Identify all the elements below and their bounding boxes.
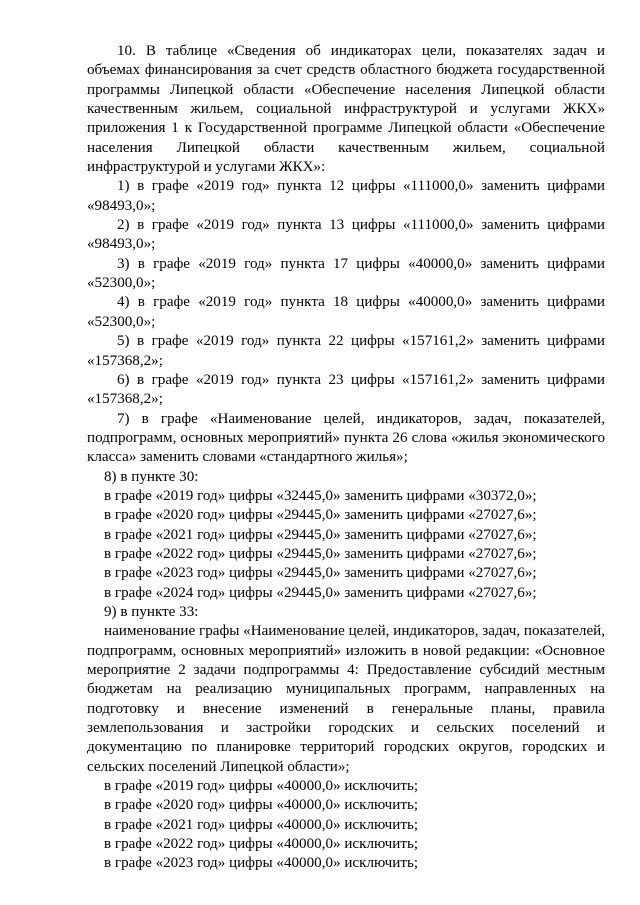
document-page — [87, 42, 605, 874]
item-9-text: наименование графы «Наименование целей, индикаторов, задач, показателей, подпрограмм, основных мероприятий» изложить в новой редакции: «Основное мероприятие 2 задачи подпрограммы 4: Предоставление субсидий местным бюджетам на реализацию муниципальных программ, направленных на подготовку и внесение изменений в генеральные планы, правила землепользования и застройки городских и сельских поселений и документацию по планировке территорий городских округов, городских и сельских поселений Липецкой области»; — [87, 623, 605, 775]
item-9-line: в графе «2021 год» цифры «40000,0» исключить; — [104, 816, 419, 833]
item-8-line: в графе «2021 год» цифры «29445,0» заменить цифрами «27027,6»; — [104, 526, 537, 543]
item-9-line: в графе «2019 год» цифры «40000,0» исключить; — [104, 778, 419, 795]
item-8-line: в графе «2019 год» цифры «32445,0» заменить цифрами «30372,0»; — [104, 487, 537, 504]
item-5: 5) в графе «2019 год» пункта 22 цифры «157161,2» заменить цифрами «157368,2»; — [87, 333, 605, 369]
intro-paragraph: 10. В таблице «Сведения об индикаторах цели, показателях задач и объемах финансирования за счет средств областного бюджета государственной программы Липецкой области «Обеспечение населения Липецкой области качественным жильем, социальной инфраструктурой и услугами ЖКХ» приложения 1 к Государственной программе Липецкой области «Обеспечение населения Липецкой области качественным жильем, социальной инфраструктурой и услугами ЖКХ»: — [87, 43, 605, 176]
item-9-heading: 9) в пункте 33: — [104, 603, 199, 620]
item-8-line: в графе «2023 год» цифры «29445,0» заменить цифрами «27027,6»; — [104, 565, 537, 582]
item-8-line: в графе «2024 год» цифры «29445,0» заменить цифрами «27027,6»; — [104, 584, 537, 601]
item-8-line: в графе «2022 год» цифры «29445,0» заменить цифрами «27027,6»; — [104, 545, 537, 562]
item-6: 6) в графе «2019 год» пункта 23 цифры «157161,2» заменить цифрами «157368,2»; — [87, 371, 605, 408]
item-4: 4) в графе «2019 год» пункта 18 цифры «40000,0» заменить цифрами «52300,0»; — [87, 294, 605, 330]
item-8-line: в графе «2020 год» цифры «29445,0» заменить цифрами «27027,6»; — [104, 507, 537, 524]
item-7: 7) в графе «Наименование целей, индикаторов, задач, показателей, подпрограмм, основных мероприятий» пункта 26 слова «жилья экономического класса» заменить словами «стандартного жилья»; — [87, 410, 605, 466]
item-9-line: в графе «2022 год» цифры «40000,0» исключить; — [104, 836, 419, 853]
item-8-heading: 8) в пункте 30: — [104, 468, 199, 485]
item-1: 1) в графе «2019 год» пункта 12 цифры «111000,0» заменить цифрами «98493,0»; — [87, 178, 605, 214]
item-9-line: в графе «2023 год» цифры «40000,0» исключить; — [104, 855, 419, 872]
item-2: 2) в графе «2019 год» пункта 13 цифры «111000,0» заменить цифрами «98493,0»; — [87, 217, 605, 253]
item-9-line: в графе «2020 год» цифры «40000,0» исключить; — [104, 797, 419, 814]
item-3: 3) в графе «2019 год» пункта 17 цифры «40000,0» заменить цифрами «52300,0»; — [87, 255, 605, 292]
